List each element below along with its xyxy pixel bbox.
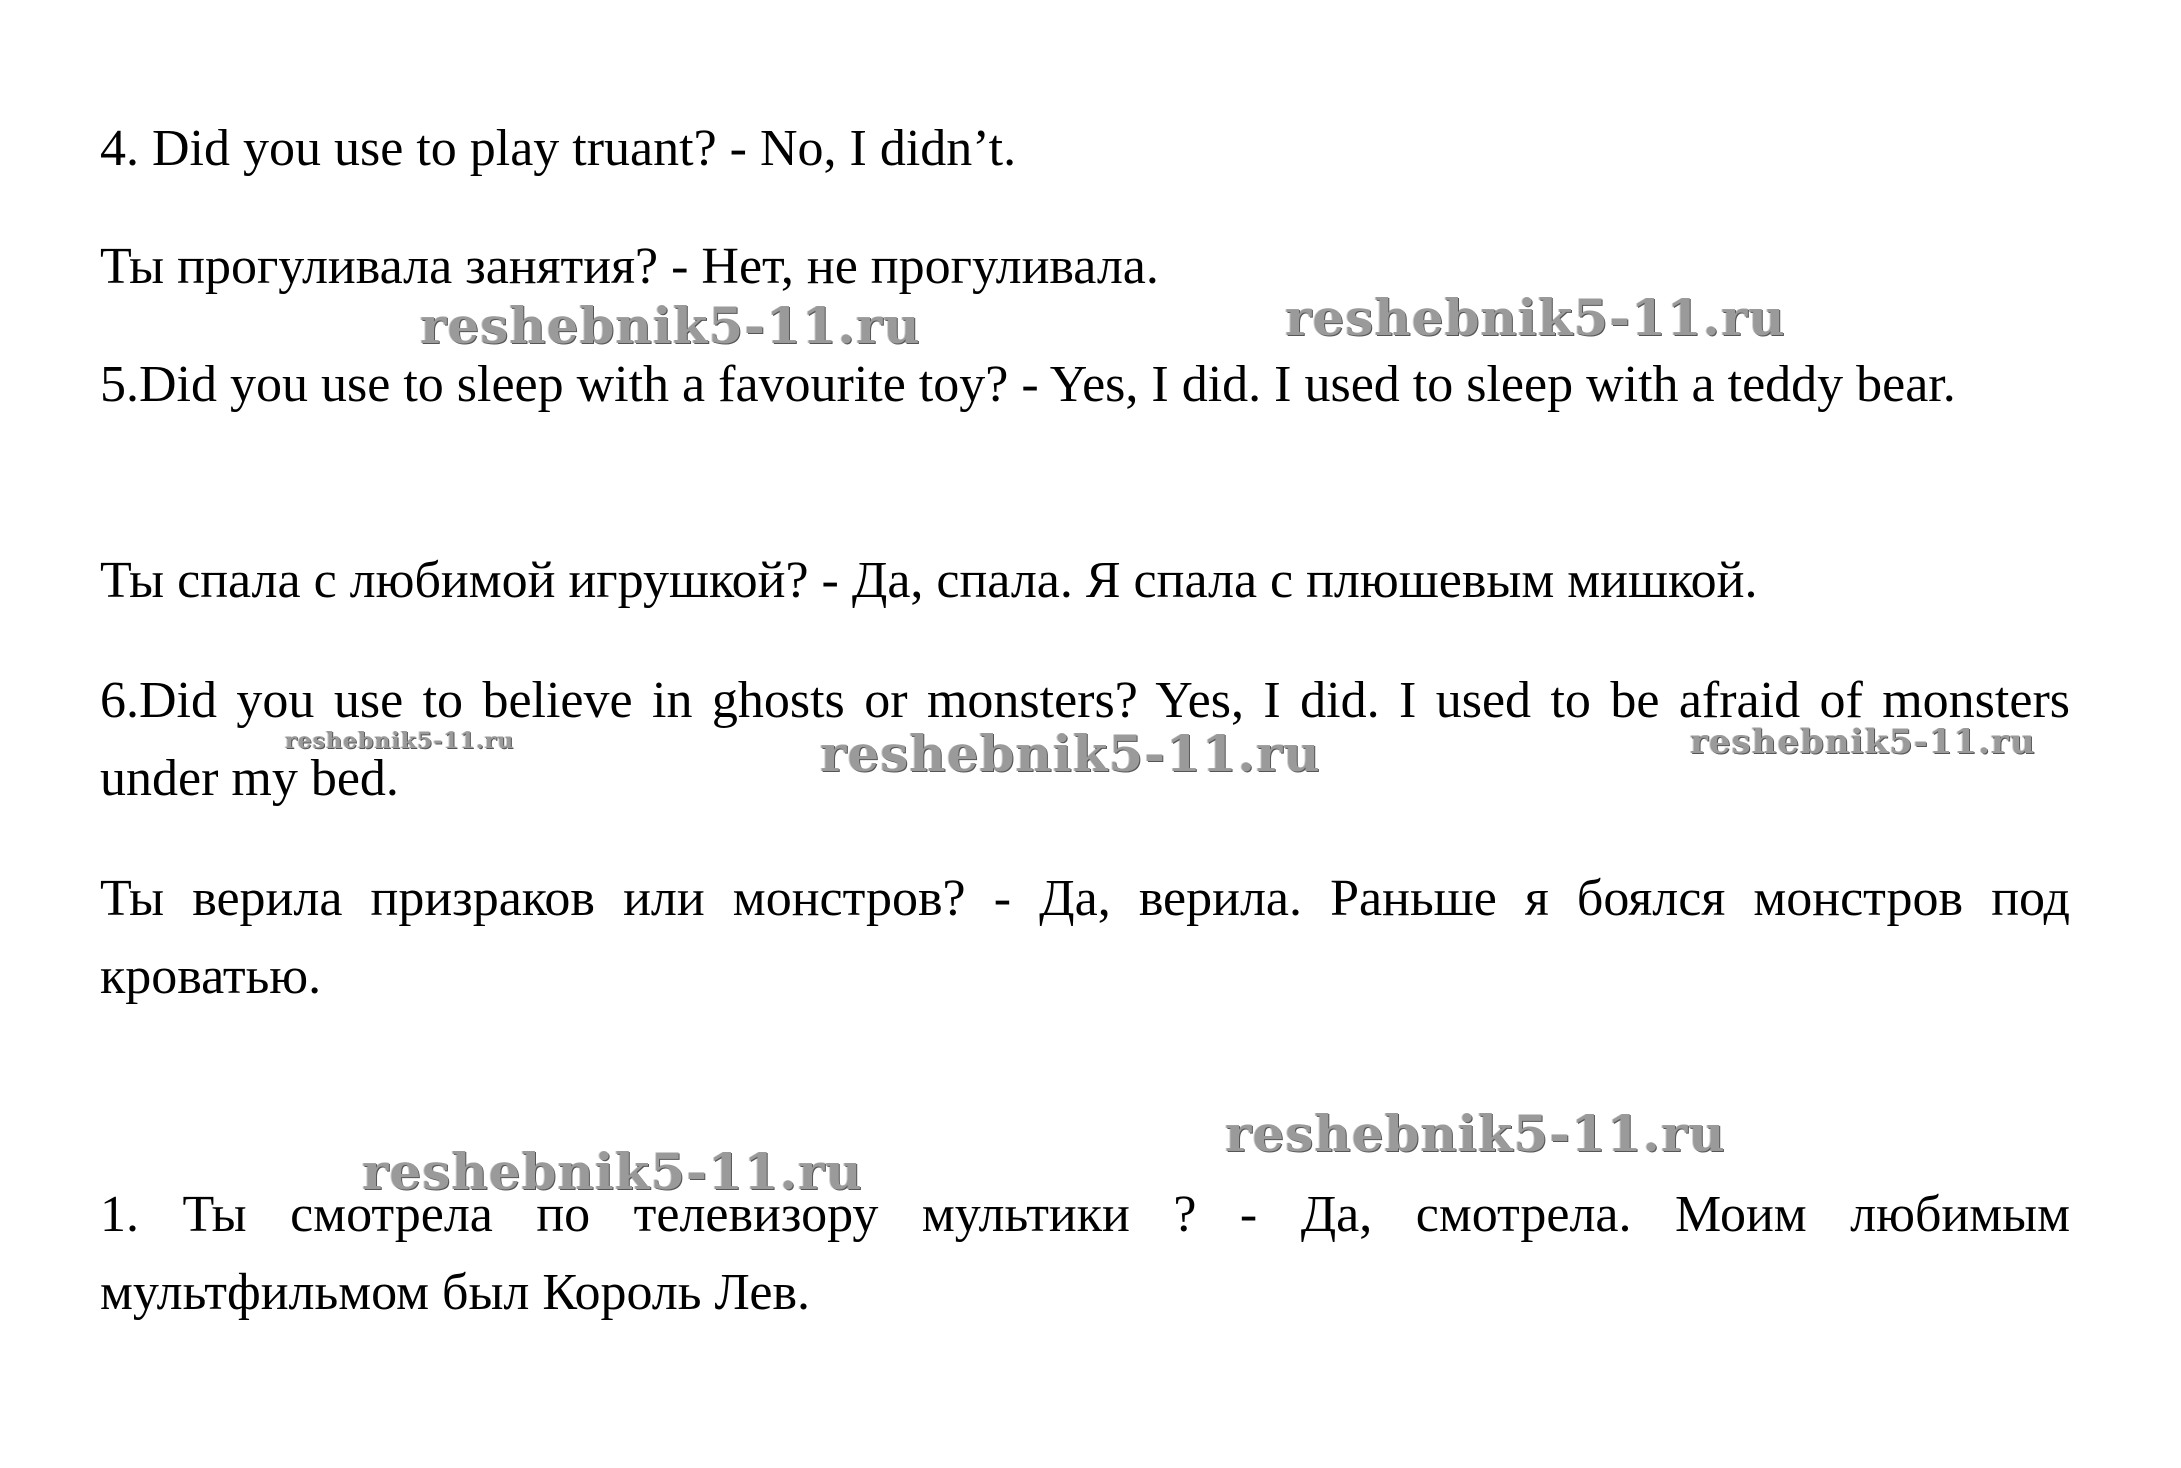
- watermark: reshebnik5-11.ru: [285, 728, 515, 754]
- paragraph-task1-russian: 1. Ты смотрела по телевизору мультики ? - Да, смотрела. Моим любимым мультфильмом был Король Лев.: [100, 1186, 2070, 1321]
- watermark: reshebnik5-11.ru: [420, 296, 921, 355]
- watermark: reshebnik5-11.ru: [362, 1142, 863, 1201]
- paragraph-q5-english: 5.Did you use to sleep with a favourite toy? - Yes, I did. I used to sleep with a teddy bear.: [100, 356, 1956, 413]
- paragraph-q6-english: 6.Did you use to believe in ghosts or monsters? Yes, I did. I used to be afraid of monsters under my bed.: [100, 672, 2070, 807]
- paragraph-q4-russian: Ты прогуливала занятия? - Нет, не прогуливала.: [100, 238, 1159, 295]
- paragraph-q4-english: 4. Did you use to play truant? - No, I didn’t.: [100, 120, 1017, 177]
- watermark: reshebnik5-11.ru: [1690, 722, 2036, 762]
- watermark: reshebnik5-11.ru: [1225, 1104, 1726, 1163]
- watermark: reshebnik5-11.ru: [1285, 288, 1786, 347]
- watermark: reshebnik5-11.ru: [820, 724, 1321, 783]
- paragraph-q6-russian: Ты верила призраков или монстров? - Да, верила. Раньше я боялся монстров под кроватью.: [100, 870, 2070, 1005]
- paragraph-q5-russian: Ты спала с любимой игрушкой? - Да, спала. Я спала с плюшевым мишкой.: [100, 552, 1758, 609]
